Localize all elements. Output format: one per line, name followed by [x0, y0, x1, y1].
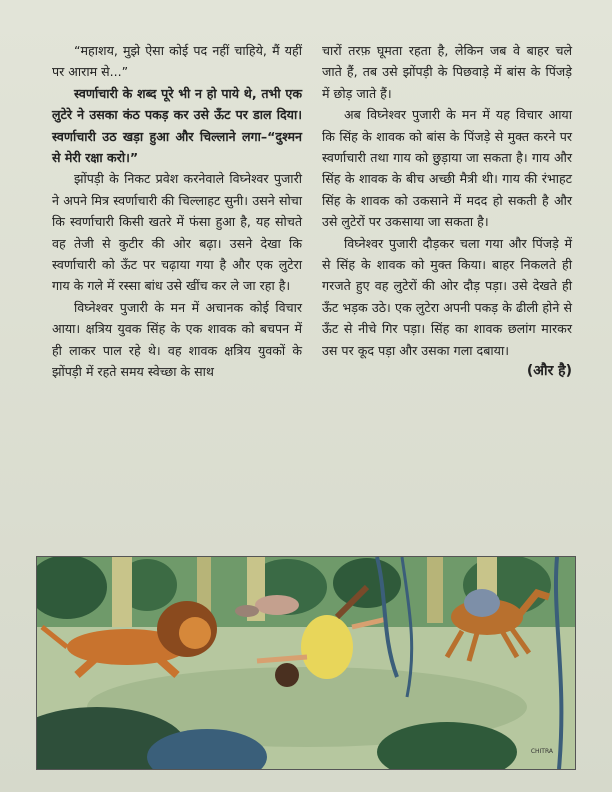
paragraph: “महाशय, मुझे ऐसा कोई पद नहीं चाहिये, मैं यहीं पर आराम से...”	[52, 43, 302, 80]
right-column	[322, 40, 572, 540]
left-column	[52, 40, 302, 540]
artist-signature: CHITRA	[530, 748, 553, 755]
continued-label: (और है)	[526, 363, 572, 380]
paragraph: विघ्नेश्वर पुजारी दौड़कर चला गया और पिंजड़े में से सिंह के शावक को मुक्त किया। बाहर निकलते ही गरजते हुए वह लुटेरों की ओर दौड़ पड़ा। उसे देखते ही ऊँट भड़क उठे। एक लुटेरा अपनी पकड़ के ढीली होने से ऊँट से नीचे गिर पड़ा। सिंह का शावक छलांग मारकर उस पर कूद पड़ा और उसका गला दबाया।	[322, 235, 572, 358]
paragraph: अब विघ्नेश्वर पुजारी के मन में यह विचार आया कि सिंह के शावक को बांस के पिंजड़े से मुक्त करने पर स्वर्णाचारी तथा गाय को छुड़ाया जा सकता है। गाय और सिंह के शावक के बीच अच्छी मैत्री थी। गाय की रंभाहट सिंह के शावक को उकसाने में मदद हो सकती है और उसे लुटेरों पर उकसाया जा सकता है।	[322, 107, 572, 230]
paragraph: स्वर्णाचारी के शब्द पूरे भी न हो पाये थे, तभी एक लुटेरे ने उसका कंठ पकड़ कर उसे ऊँट पर डाल दिया। स्वर्णाचारी उठ खड़ा हुआ और चिल्लाने लगा–“दुश्मन से मेरी रक्षा करो।”	[52, 85, 302, 166]
text-columns	[52, 40, 572, 540]
paragraph: झोंपड़ी के निकट प्रवेश करनेवाले विघ्नेश्वर पुजारी ने अपने मित्र स्वर्णाचारी की चिल्लाहट सुनी। उसने सोचा कि स्वर्णाचारी किसी खतरे में फंसा हुआ है, यह सोचते वह तेजी से कुटीर की ओर बढ़ा। उसने देखा कि स्वर्णाचारी को ऊँट पर चढ़ाया गया है और एक लुटेरा गाय के गले में रस्सा बांध उसे खींच कर ले जा रहा है।	[52, 171, 302, 294]
story-illustration	[36, 556, 576, 770]
paragraph: विघ्नेश्वर पुजारी के मन में अचानक कोई विचार आया। क्षत्रिय युवक सिंह के एक शावक को बचपन में ही लाकर पाल रहे थे। वह शावक क्षत्रिय युवकों के झोंपड़ी में रहते समय स्वेच्छा के साथ	[52, 299, 302, 380]
illustration-svg	[37, 557, 575, 769]
paragraph: चारों तरफ़ घूमता रहता है, लेकिन जब वे बाहर चले जाते हैं, तब उसे झोंपड़ी के पिछवाड़े में बांस के पिंजड़े में छोड़ जाते हैं।	[322, 43, 572, 101]
